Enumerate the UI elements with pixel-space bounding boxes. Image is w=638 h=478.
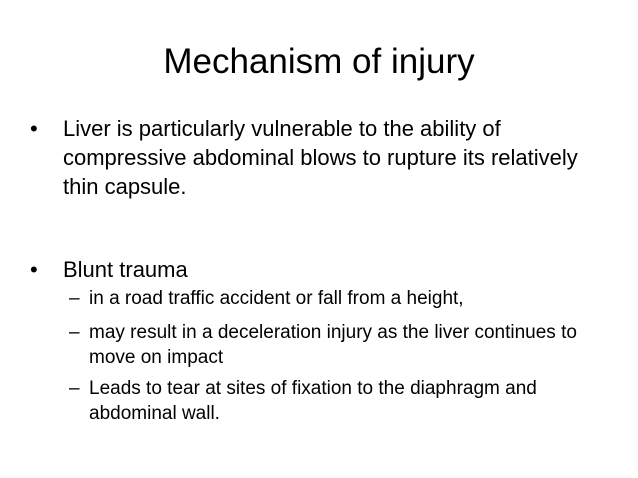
dash-icon: – (69, 288, 80, 309)
bullet-icon: • (30, 257, 38, 282)
slide-title: Mechanism of injury (163, 42, 475, 81)
sub-bullet-item (69, 376, 609, 426)
bullet-text: Liver is particularly vulnerable to the ability of compressive abdominal blows to rupture its relatively thin capsule. (63, 116, 578, 199)
bullet-text: Blunt trauma (63, 257, 188, 282)
dash-icon: – (69, 322, 80, 343)
bullet-icon: • (30, 116, 38, 141)
sub-bullet-text: may result in a deceleration injury as the liver continues to move on impact (89, 322, 577, 368)
sub-bullet-item (69, 286, 609, 311)
bullet-item (30, 114, 610, 201)
sub-bullet-text: Leads to tear at sites of fixation to the diaphragm and abdominal wall. (89, 378, 537, 424)
bullet-item (30, 255, 610, 284)
sub-bullet-item (69, 320, 609, 370)
sub-bullet-text: in a road traffic accident or fall from a height, (89, 288, 464, 309)
dash-icon: – (69, 378, 80, 399)
